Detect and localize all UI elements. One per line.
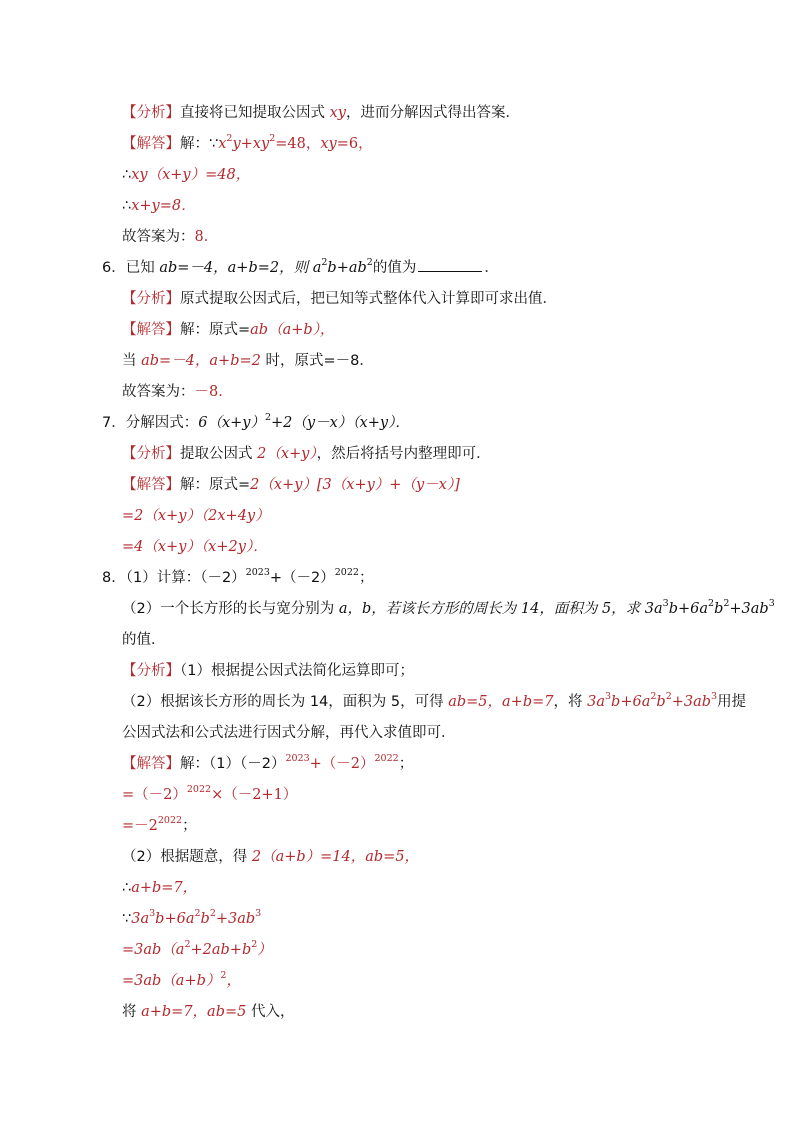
q8-part2: （2）一个长方形的长与宽分别为 a，b，若该长方形的周长为 14，面积为 5，求 $3a^3b+6a^2b^2+3ab^3$ <box>122 598 775 617</box>
q8-part1: 8．（1）计算：$(-2)^{2023}+(-2)^{2022}$； <box>102 567 374 586</box>
q5-final: 故答案为：8． <box>122 229 219 245</box>
q6-analysis: 【分析】原式提取公因式后，把已知等式整体代入计算即可求出值． <box>122 291 557 307</box>
q6-final: 故答案为：－8． <box>122 384 233 400</box>
q8-step6: $=3ab(a^2+2ab+b^2)$ <box>122 939 272 958</box>
q6-stem: 6．已知 ab=－4，a+b=2，则 $a^2b+ab^2$的值为 ． <box>102 257 499 276</box>
q8-step2: $=-2^{2022}$； <box>122 815 197 834</box>
q8-step5: $\because 3a^3b+6a^2b^2+3ab^3$ <box>122 908 262 927</box>
analysis-tag: 【分析】 <box>122 105 180 121</box>
q7-solution: 【解答】解：原式=2（x+y）[3（x+y）+（y－x）] <box>122 477 460 493</box>
q8-analysis-1: 【分析】（1）根据提公因式法简化运算即可； <box>122 663 414 679</box>
q7-analysis: 【分析】提取公因式 2（x+y），然后将括号内整理即可． <box>122 446 491 462</box>
q8-analysis-3: 公因式法和公式法进行因式分解，再代入求值即可． <box>122 725 456 741</box>
q8-part2-wrap: 的值． <box>122 632 166 648</box>
q7-step3: =4（x+y）（x+2y）． <box>122 539 268 555</box>
q5-step3: ∴x+y=8． <box>122 198 196 214</box>
q6-step2: 当 ab=－4，a+b=2 时，原式=－8． <box>122 353 374 369</box>
q5-solution: 【解答】解：$\because x^2y+xy^2=48$，xy=6， <box>122 133 373 152</box>
q5-analysis: 【分析】直接将已知提取公因式 xy，进而分解因式得出答案． <box>122 105 520 121</box>
q7-stem: 7．分解因式：$6(x+y)^2+2(y-x)(x+y)$． <box>102 412 410 431</box>
q8-step3: （2）根据题意，得 2（a+b）=14，ab=5， <box>122 849 420 865</box>
answer-tag: 【解答】 <box>122 136 180 152</box>
q8-step8: 将 a+b=7，ab=5 代入， <box>122 1004 295 1020</box>
q8-step7: $=3ab(a+b)^2$， <box>122 970 241 989</box>
q8-step4: ∴a+b=7， <box>122 880 198 896</box>
q8-step1: $=(-2)^{2022}\times(-2+1)$ <box>122 784 298 803</box>
q7-step2: =2（x+y）（2x+4y） <box>122 508 270 524</box>
q8-analysis-2: （2）根据该长方形的周长为 14，面积为 5，可得 ab=5，a+b=7，将 $3a^3b+6a^2b^2+3ab^3$用提 <box>122 691 747 710</box>
q6-solution: 【解答】解：原式=ab（a+b）， <box>122 322 335 338</box>
q8-solution: 【解答】解：$(1)(-2)^{2023}+(-2)^{2022}$； <box>122 753 414 772</box>
answer-blank <box>418 257 482 272</box>
q5-step2: ∴xy（x+y）=48， <box>122 167 251 183</box>
